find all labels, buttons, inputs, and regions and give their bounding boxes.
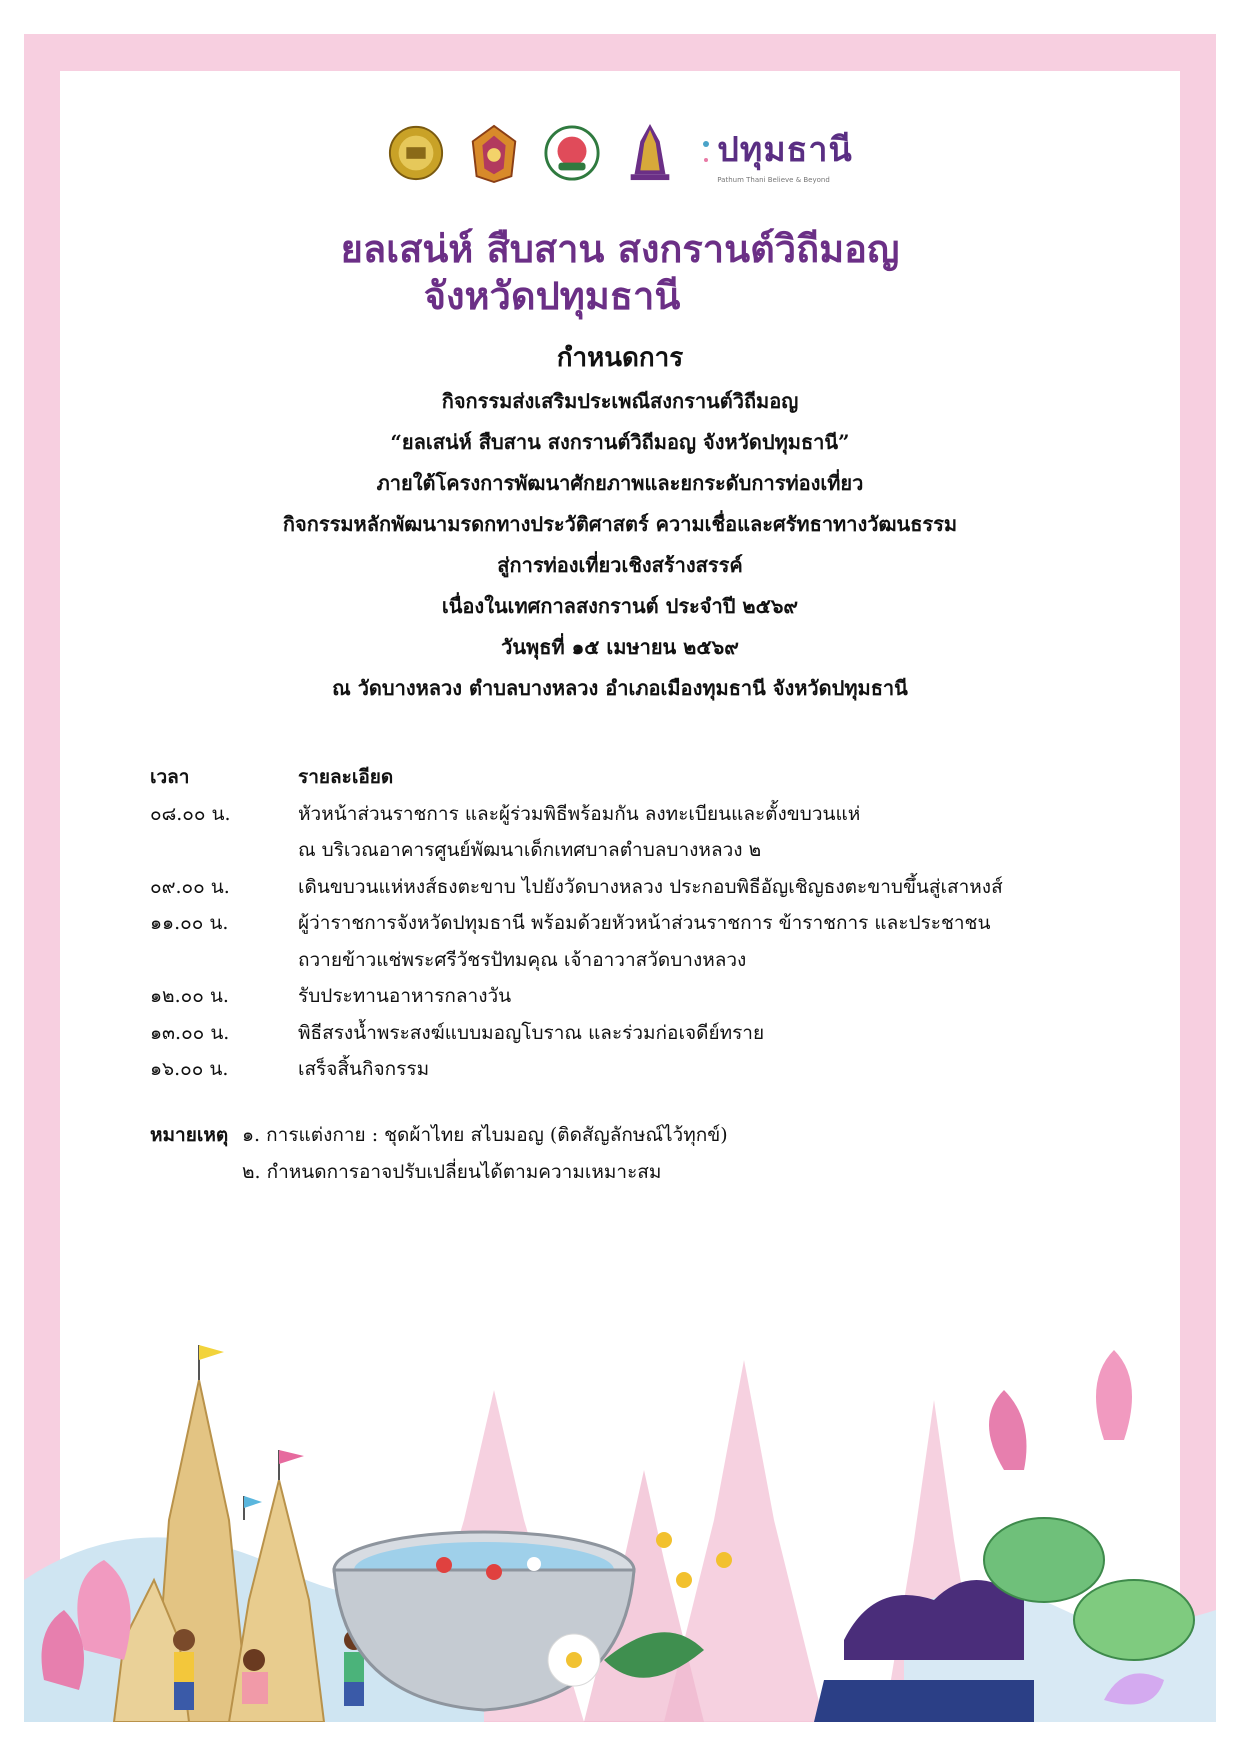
schedule-detail: ผู้ว่าราชการจังหวัดปทุมธานี พร้อมด้วยหัวหน้าส่วนราชการ ข้าราชการ และประชาชน	[298, 912, 991, 934]
schedule-header-row	[150, 759, 1110, 796]
schedule-time	[150, 942, 298, 979]
seal-logo-2	[465, 121, 523, 185]
schedule-time: ๐๙.๐๐ น.	[150, 875, 230, 898]
note-item: ๑. การแต่งกาย : ชุดผ้าไทย สไบมอญ (ติดสัญลักษณ์ไว้ทุกข์)	[242, 1124, 728, 1146]
schedule-row	[150, 832, 1110, 869]
intro-line: “ยลเสน่ห์ สืบสาน สงกรานต์วิถีมอญ จังหวัดปทุมธานี”	[390, 430, 850, 454]
col-time-header: เวลา	[150, 766, 190, 788]
schedule-detail: รับประทานอาหารกลางวัน	[298, 985, 512, 1007]
schedule-time: ๑๒.๐๐ น.	[150, 985, 229, 1007]
sparkle-icon	[699, 138, 713, 168]
intro-block	[60, 335, 1180, 709]
brand-wordmark: ปทุมธานี	[717, 129, 853, 170]
intro-line: กิจกรรมส่งเสริมประเพณีสงกรานต์วิถีมอญ	[441, 389, 799, 413]
schedule-row	[150, 905, 1110, 942]
seal-logo-4	[621, 121, 679, 185]
intro-line: เนื่องในเทศกาลสงกรานต์ ประจำปี ๒๕๖๙	[441, 594, 799, 618]
schedule-detail: หัวหน้าส่วนราชการ และผู้ร่วมพิธีพร้อมกัน ลงทะเบียนและตั้งขบวนแห่	[298, 802, 861, 825]
schedule-row	[150, 796, 1110, 833]
intro-line: กิจกรรมหลักพัฒนามรดกทางประวัติศาสตร์ ความเชื่อและศรัทธาทางวัฒนธรรม	[282, 512, 958, 536]
intro-line: ณ วัดบางหลวง ตำบลบางหลวง อำเภอเมืองทุมธานี จังหวัดปทุมธานี	[332, 676, 908, 700]
schedule-heading: กำหนดการ	[556, 343, 684, 373]
schedule-row	[150, 978, 1110, 1015]
schedule-row	[150, 942, 1110, 979]
pathum-thani-brand	[699, 122, 853, 185]
note-item: ๒. กำหนดการอาจปรับเปลี่ยนได้ตามความเหมาะสม	[242, 1161, 662, 1183]
logo-row	[60, 121, 1180, 185]
col-detail-header: รายละเอียด	[298, 766, 394, 788]
title-line-1: ยลเสน่ห์ สืบสาน สงกรานต์วิถีมอญ	[340, 227, 900, 271]
seal-logo-1	[387, 121, 445, 185]
schedule-table	[150, 759, 1110, 1088]
schedule-time	[150, 832, 298, 869]
schedule-row	[150, 1051, 1110, 1088]
schedule-detail: ถวายข้าวแช่พระศรีวัชรปัทมคุณ เจ้าอาวาสวัดบางหลวง	[298, 948, 747, 971]
seal-logo-3	[543, 121, 601, 185]
schedule-time: ๑๓.๐๐ น.	[150, 1021, 230, 1044]
schedule-detail: ณ บริเวณอาคารศูนย์พัฒนาเด็กเทศบาลตำบลบางหลวง ๒	[298, 839, 762, 861]
songkran-illustration	[24, 1140, 1216, 1722]
intro-line: วันพุธที่ ๑๕ เมษายน ๒๕๖๙	[501, 635, 739, 659]
schedule-row	[150, 869, 1110, 906]
title-line-2: จังหวัดปทุมธานี	[423, 274, 681, 318]
intro-line: สู่การท่องเที่ยวเชิงสร้างสรรค์	[497, 553, 743, 577]
schedule-time: ๐๘.๐๐ น.	[150, 802, 231, 825]
schedule-time: ๑๑.๐๐ น.	[150, 912, 229, 934]
schedule-row	[150, 1015, 1110, 1052]
schedule-time: ๑๖.๐๐ น.	[150, 1058, 229, 1080]
schedule-detail: เดินขบวนแห่หงส์ธงตะขาบ ไปยังวัดบางหลวง ประกอบพิธีอัญเชิญธงตะขาบขึ้นสู่เสาหงส์	[298, 875, 1003, 898]
schedule-detail: เสร็จสิ้นกิจกรรม	[298, 1058, 430, 1080]
schedule-detail: พิธีสรงน้ำพระสงฆ์แบบมอญโบราณ และร่วมก่อเจดีย์ทราย	[298, 1021, 765, 1044]
intro-line: ภายใต้โครงการพัฒนาศักยภาพและยกระดับการท่องเที่ยว	[376, 471, 864, 495]
notes-label: หมายเหตุ	[150, 1124, 229, 1146]
brand-tagline: Pathum Thani Believe & Beyond	[717, 175, 830, 184]
